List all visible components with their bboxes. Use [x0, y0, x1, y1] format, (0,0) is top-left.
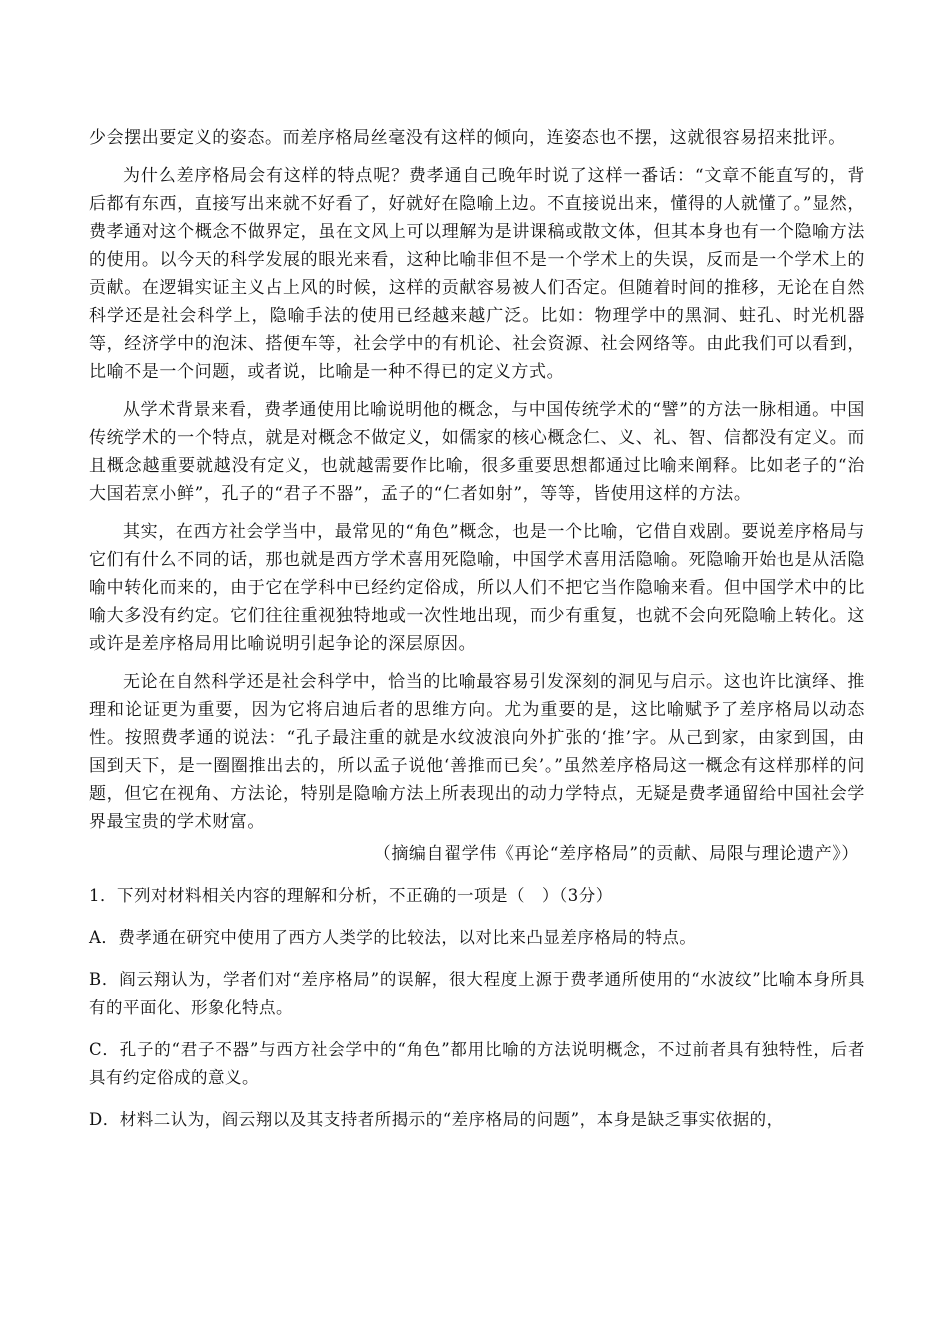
question-stem: 1．下列对材料相关内容的理解和分析，不正确的一项是（ ）（3分） — [89, 886, 613, 905]
document-page — [89, 124, 865, 1134]
option-d: D．材料二认为，阎云翔以及其支持者所揭示的“差序格局的问题”，本身是缺乏事实依据的， — [89, 1110, 784, 1129]
passage-paragraph-4: 无论在自然科学还是社会科学中，恰当的比喻最容易引发深刻的洞见与启示。这也许比演绎、推理和论证更为重要，因为它将启迪后者的思维方向。尤为重要的是，这比喻赋予了差序格局以动态性。按照费孝通的说法：“孔子最注重的就是水纹波浪向外扩张的‘推’字。从己到家，由家到国，由国到天下，是一圈圈推出去的，所以孟子说他‘善推而已矣’。”虽然差序格局这一概念有这样那样的问题，但它在视角、方法论，特别是隐喻方法上所表现出的动力学特点，无疑是费孝通留给中国社会学界最宝贵的学术财富。 — [89, 672, 865, 832]
option-a: A．费孝通在研究中使用了西方人类学的比较法，以对比来凸显差序格局的特点。 — [89, 928, 697, 947]
passage-paragraph-continued: 少会摆出要定义的姿态。而差序格局丝毫没有这样的倾向，连姿态也不摆，这就很容易招来批评。 — [89, 128, 846, 148]
passage-paragraph-3: 其实，在西方社会学当中，最常见的“角色”概念，也是一个比喻，它借自戏剧。要说差序格局与它们有什么不同的话，那也就是西方学术喜用死隐喻，中国学术喜用活隐喻。死隐喻开始也是从活隐喻中转化而来的，由于它在学科中已经约定俗成，所以人们不把它当作隐喻来看。但中国学术中的比喻大多没有约定。它们往往重视独特地或一次性地出现，而少有重复，也就不会向死隐喻上转化。这或许是差序格局用比喻说明引起争论的深层原因。 — [89, 522, 865, 654]
passage-paragraph-2: 从学术背景来看，费孝通使用比喻说明他的概念，与中国传统学术的“譬”的方法一脉相通。中国传统学术的一个特点，就是对概念不做定义，如儒家的核心概念仁、义、礼、智、信都没有定义。而且概念越重要就越没有定义，也就越需要作比喻，很多重要思想都通过比喻来阐释。比如老子的“治大国若烹小鲜”，孔子的“君子不器”，孟子的“仁者如射”，等等，皆使用这样的方法。 — [89, 400, 865, 504]
option-b: B．阎云翔认为，学者们对“差序格局”的误解，很大程度上源于费孝通所使用的“水波纹”比喻本身所具有的平面化、形象化特点。 — [89, 970, 865, 1017]
passage-paragraph-1: 为什么差序格局会有这样的特点呢？费孝通自己晚年时说了这样一番话：“文章不能直写的，背后都有东西，直接写出来就不好看了，好就好在隐喻上边。不直接说出来，懂得的人就懂了。”显然，费孝通对这个概念不做界定，虽在文风上可以理解为是讲课稿或散文体，但其本身也有一个隐喻方法的使用。以今天的科学发展的眼光来看，这种比喻非但不是一个学术上的失误，反而是一个学术上的贡献。在逻辑实证主义占上风的时候，这样的贡献容易被人们否定。但随着时间的推移，无论在自然科学还是社会科学上，隐喻手法的使用已经越来越广泛。比如：物理学中的黑洞、蛀孔、时光机器等，经济学中的泡沫、搭便车等，社会学中的有机论、社会资源、社会网络等。由此我们可以看到，比喻不是一个问题，或者说，比喻是一种不得已的定义方式。 — [89, 166, 865, 382]
passage-source: （摘编自翟学伟《再论“差序格局”的贡献、局限与理论遗产》） — [373, 844, 859, 864]
option-c: C．孔子的“君子不器”与西方社会学中的“角色”都用比喻的方法说明概念，不过前者具有独特性，后者具有约定俗成的意义。 — [89, 1040, 865, 1087]
